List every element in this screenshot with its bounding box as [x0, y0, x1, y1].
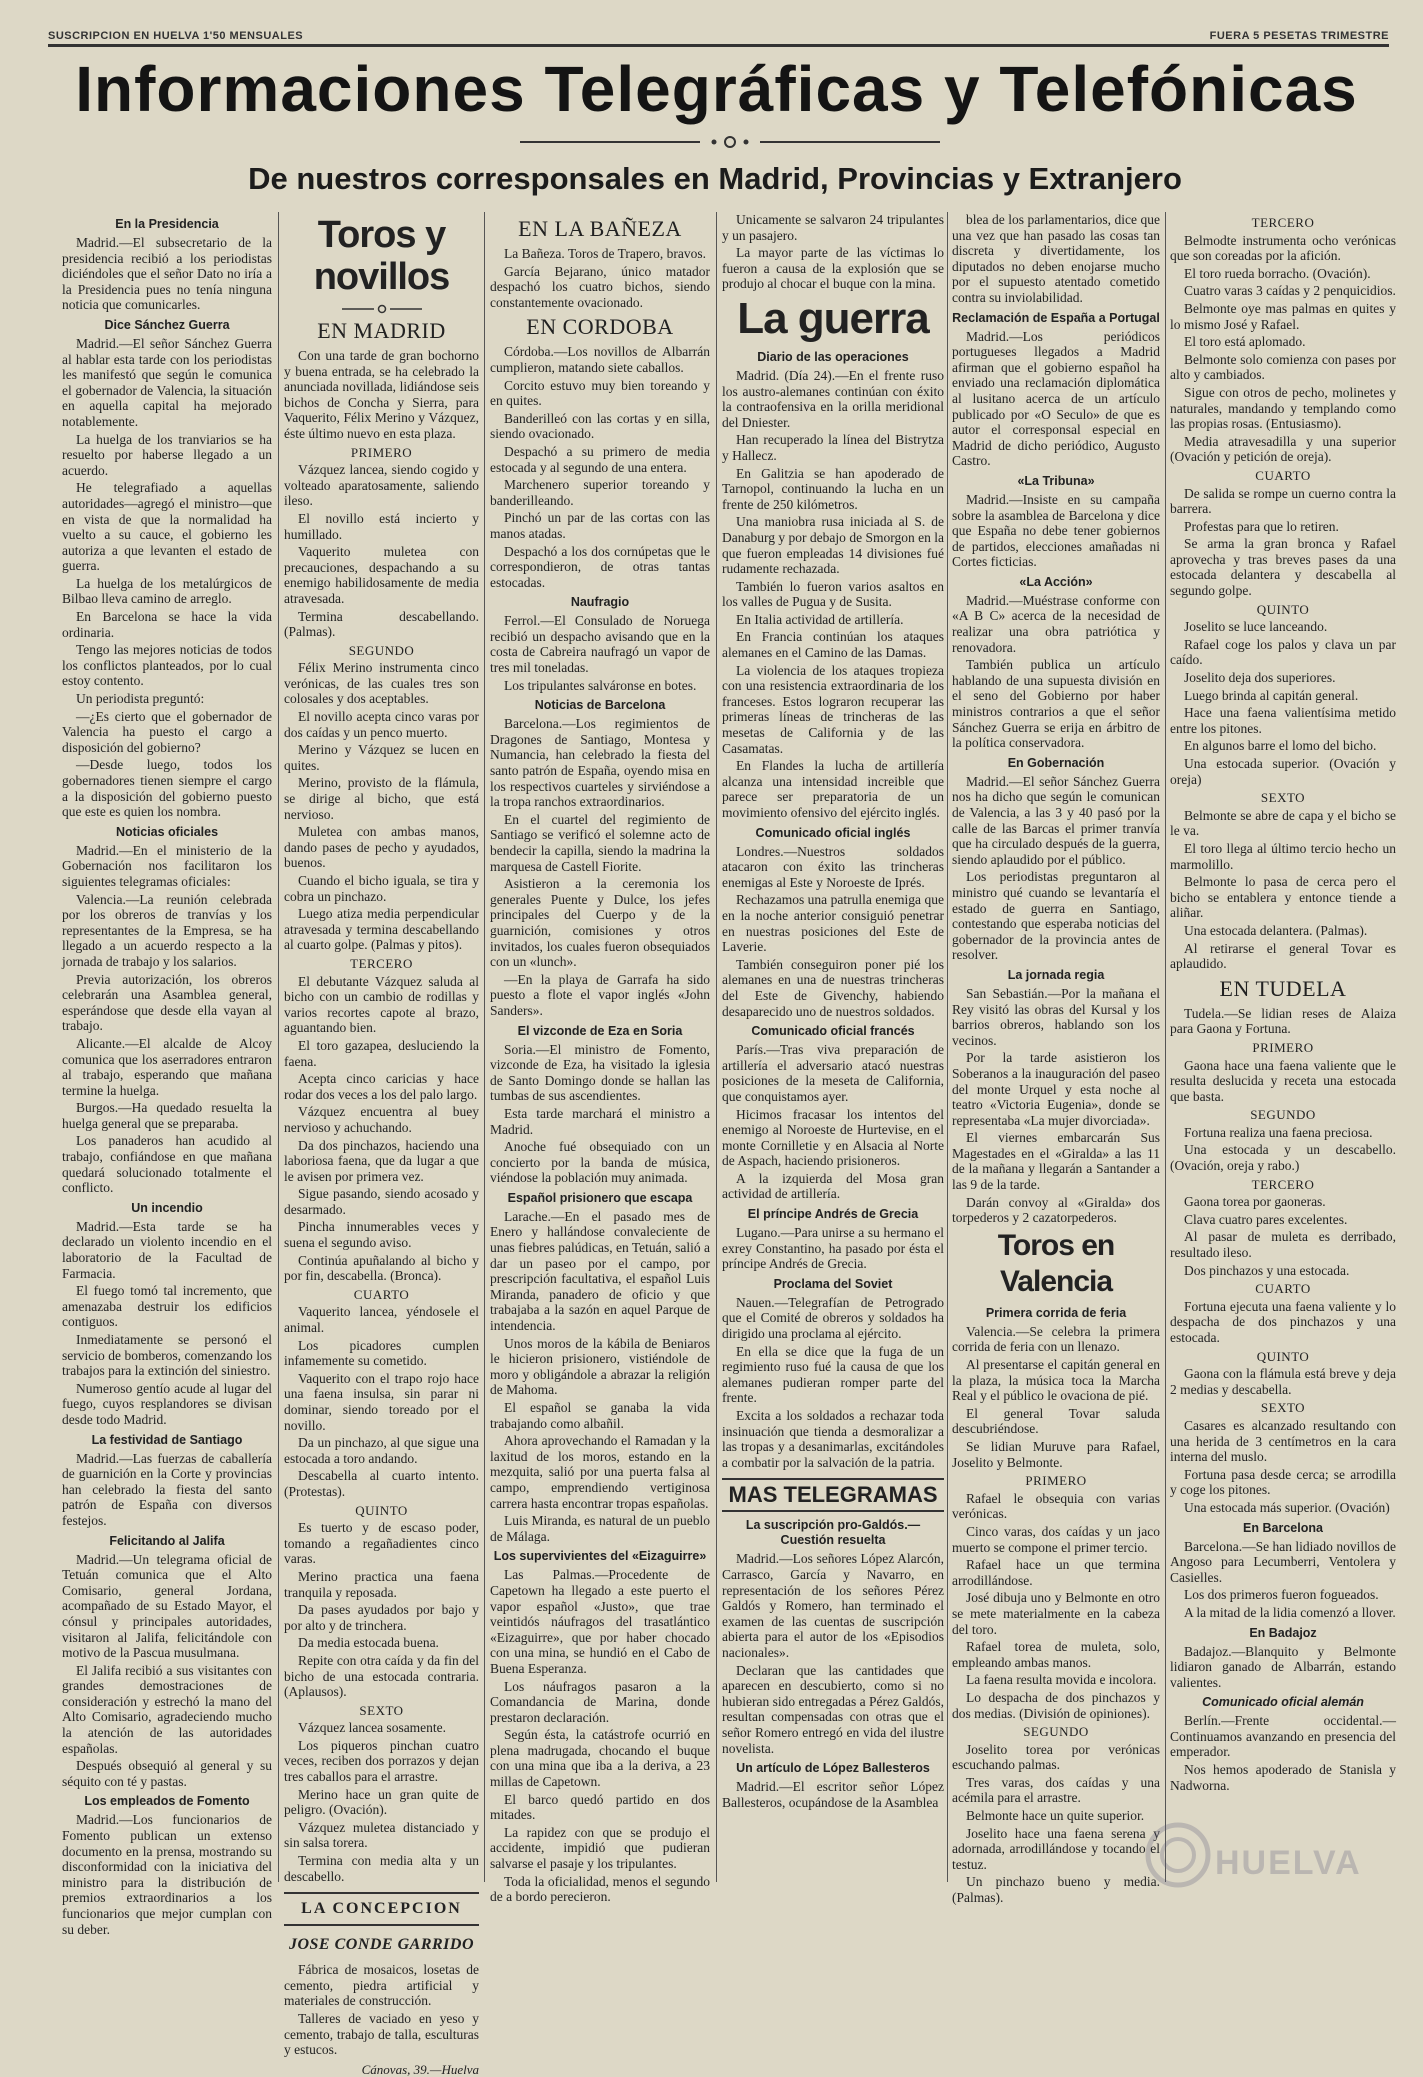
- paragraph: Un pinchazo bueno y media. (Palmas).: [952, 1874, 1160, 1906]
- paragraph: La rapidez con que se produjo el accidente, impidió que pudieran salvarse el pasaje y los tripulantes.: [490, 1824, 710, 1872]
- paragraph: Hace una faena valientísima metido entre los pitones.: [1170, 705, 1396, 736]
- paragraph: En algunos barre el lomo del bicho.: [1184, 738, 1377, 754]
- paragraph: Rafael hace un que termina arrodillándose.: [952, 1557, 1160, 1588]
- paragraph: A la mitad de la lidia comenzó a llover.: [1184, 1604, 1396, 1620]
- paragraph: Termina con media alta y un descabello.: [284, 1853, 479, 1884]
- paragraph: Madrid.—Un telegrama oficial de Tetuán comunica que el Alto Comisario, general Jordana, acompañado de su Estado Mayor, el cónsul y principales autoridades, visitaron al Jalifa, felicitándole con motivo de la Pascua musulmana.: [62, 1551, 272, 1661]
- paragraph: Tengo las mejores noticias de todos los conflictos planteados, por lo cual estoy contento.: [62, 642, 272, 689]
- paragraph: Lugano.—Para unirse a su hermano el exrey Constantino, ha pasado por ésta el príncipe Andrés de Grecia.: [722, 1225, 944, 1272]
- paragraph: José dibuja uno y Belmonte en otro se mete materialmente en la cabeza del toro.: [952, 1590, 1160, 1637]
- paragraph: Belmonte oye mas palmas en quites y lo mismo José y Rafael.: [1170, 300, 1396, 332]
- paragraph: Joselito torea por verónicas escuchando palmas.: [952, 1741, 1160, 1773]
- paragraph: Cuatro varas 3 caídas y 2 penquicidios.: [1184, 283, 1396, 299]
- paragraph: Merino y Vázquez se lucen en quites.: [284, 742, 479, 773]
- paragraph: Fortuna realiza una faena preciosa.: [1184, 1124, 1373, 1140]
- paragraph: Vaquerito muletea con precauciones, despachando a su enemigo habilidosamente de media atravesada.: [284, 544, 479, 606]
- paragraph: Merino hace un gran quite de peligro. (Ovación).: [284, 1786, 479, 1818]
- paragraph: Berlín.—Frente occidental.—Continuamos avanzando en presencia del emperador.: [1170, 1713, 1396, 1760]
- headline: Reclamación de España a Portugal: [952, 310, 1160, 325]
- bull-number: TERCERO: [1251, 1176, 1315, 1192]
- watermark-text: HUELVA: [1215, 1844, 1362, 1882]
- paragraph: Después obsequió al general y su séquito con té y pastas.: [62, 1758, 272, 1789]
- paragraph: El toro gazapea, desluciendo la faena.: [284, 1037, 479, 1069]
- section-headline: Toros y novillos: [313, 214, 450, 298]
- bull-number: QUINTO: [1256, 601, 1310, 617]
- paragraph: Da media estocada buena.: [298, 1635, 439, 1651]
- paragraph: De salida se rompe un cuerno contra la barrera.: [1170, 485, 1396, 517]
- headline: Español prisionero que escapa: [507, 1190, 693, 1205]
- paragraph: Joselito deja dos superiores.: [1184, 670, 1336, 686]
- bull-number: PRIMERO: [1025, 1473, 1087, 1489]
- paragraph: Madrid.—Los periódicos portugueses llegados a Madrid afirman que el gobierno español ha enviado una reclamación diplomática al lusitano acerca de un artículo publicado por «O Seculo» de que es autor el corresponsal especial en Madrid de dicho periódico, Augusto Castro.: [952, 328, 1160, 469]
- paragraph: Tudela.—Se lidian reses de Alaiza para Gaona y Fortuna.: [1170, 1005, 1396, 1037]
- paragraph: Madrid.—Insiste en su campaña sobre la asamblea de Barcelona y dice que España no debe tener gobiernos de partidos, elecciones amañadas ni Cortes ficticias.: [952, 491, 1160, 570]
- column-rule: [716, 212, 717, 1882]
- paragraph: Toda la oficialidad, menos el segundo de a bordo perecieron.: [490, 1873, 710, 1905]
- paragraph: Barcelona.—Los regimientos de Dragones de Santiago, Montesa y Numancia, han celebrado la fiesta del santo patrón de España, oyendo misa en los respectivos cuarteles y sirviéndose a la tropa ranchos extraordinarios.: [490, 716, 710, 810]
- paragraph: Madrid.—Las fuerzas de caballería de guarnición en la Corte y provincias han celebrado la fiesta del santo patrón de España con diversos festejos.: [62, 1450, 272, 1528]
- paragraph: Lo despacha de dos pinchazos y dos medias. (División de opiniones).: [952, 1689, 1160, 1721]
- paragraph: Rafael torea de muleta, solo, empleando ambas manos.: [952, 1639, 1160, 1670]
- paragraph: Descabella al cuarto intento. (Protestas).: [284, 1468, 479, 1499]
- paragraph: Al presentarse el capitán general en la plaza, la música toca la Marcha Real y el público le ovaciona de pié.: [952, 1357, 1160, 1404]
- paragraph: Cuando el bicho iguala, se tira y cobra un pinchazo.: [284, 873, 479, 904]
- paragraph: El toro rueda borracho. (Ovación).: [1184, 265, 1371, 281]
- paragraph: Casares es alcanzado resultando con una herida de 3 centímetros en la cara interna del muslo.: [1170, 1417, 1396, 1465]
- paragraph: Unicamente se salvaron 24 tripulantes y un pasajero.: [722, 212, 944, 243]
- paragraph: Valencia.—La reunión celebrada por los obreros de tranvías y los representantes de la Empresa, se ha llegado a un acuerdo respecto a la jornada de trabajo y los salarios.: [62, 891, 272, 969]
- bull-number: SEXTO: [359, 1702, 404, 1718]
- paragraph: Muletea con ambas manos, dando pases de pecho y ayudados, buenos.: [284, 824, 479, 871]
- paragraph: Clava cuatro pares excelentes.: [1184, 1211, 1348, 1227]
- headline: Comunicado oficial francés: [751, 1024, 915, 1039]
- paragraph: Declaran que las cantidades que aparecen en descubierto, como si no hubieran sido entregadas a Pérez Galdós, resultan compensadas con otras que el señor Romero entregó en vida del ilustre novelista.: [722, 1662, 944, 1756]
- column-1: [62, 212, 272, 1937]
- paragraph: El novillo acepta cinco varas por dos caídas y un penco muerto.: [284, 709, 479, 740]
- paragraph: París.—Tras viva preparación de artillería el adversario atacó nuestras posiciones de la meseta de California, que conquistamos ayer.: [722, 1042, 944, 1104]
- paragraph: En Galitzia se han apoderado de Tarnopol, continuando la lucha en un frente de 250 kilómetros.: [722, 465, 944, 512]
- paragraph: Rafael coge los palos y clava un par caído.: [1170, 636, 1396, 668]
- paragraph: El viernes embarcarán Sus Magestades en el «Giralda» a las 11 de la mañana y llegarán a Santander a las 9 de la tarde.: [952, 1130, 1160, 1193]
- paragraph: Excita a los soldados a rechazar toda insinuación que tienda a desmoralizar a las tropas y a desanimarlas, excitándoles a combatir por la salvación de la patria.: [722, 1408, 944, 1470]
- paragraph: Vázquez lancea sosamente.: [298, 1720, 447, 1736]
- paragraph: Barcelona.—Se han lidiado novillos de Angoso para Lecumberri, Ventolera y Casielles.: [1170, 1538, 1396, 1585]
- ornament-divider-icon: [520, 135, 940, 149]
- headline: En la Presidencia: [115, 217, 219, 231]
- paragraph: —En la playa de Garrafa ha sido puesto a flote el vapor inglés «John Sanders».: [490, 971, 710, 1018]
- advert-name: JOSE CONDE GARRIDO: [288, 1936, 475, 1954]
- paragraph: En el cuartel del regimiento de Santiago se verificó el solemne acto de bendecir la capilla, siendo la madrina la marquesa de Castell Fiorite.: [490, 811, 710, 874]
- headline: Diario de las operaciones: [757, 349, 909, 364]
- paragraph: Nauen.—Telegrafían de Petrogrado que el Comité de obreros y soldados ha dirigido una proclama al ejército.: [722, 1294, 944, 1342]
- top-strip: [48, 28, 1389, 47]
- headline: Naufragio: [570, 595, 630, 610]
- paragraph: En Francia continúan los ataques alemanes en el Camino de las Damas.: [722, 629, 944, 661]
- paragraph: Madrid.—Los funcionarios de Fomento publican un extenso documento en la prensa, mostrando su disconformidad con la iniciativa del ministro para la distribución de premios extraordinarios a los funcionarios que mejor cumplan con su deber.: [62, 1812, 272, 1937]
- paragraph: Gaona torea por gaoneras.: [1184, 1194, 1326, 1210]
- paragraph: Con una tarde de gran bochorno y buena entrada, se ha celebrado la anunciada novillada, lidiándose seis bichos de Concha y Sierra, para Vaquerito, Félix Merino y Vázquez, éste último nuevo en esta plaza.: [284, 348, 479, 441]
- paragraph: Según ésta, la catástrofe ocurrió en plena madrugada, chocando el buque con una mina que iba a la deriva, a 23 millas de Capetown.: [490, 1727, 710, 1790]
- bull-number: CUARTO: [353, 1286, 410, 1302]
- bull-number: QUINTO: [355, 1502, 408, 1518]
- headline: El príncipe Andrés de Grecia: [747, 1207, 919, 1222]
- column-rule: [484, 212, 485, 1882]
- paragraph: Media atravesadilla y una superior (Ovación y petición de oreja).: [1170, 433, 1396, 465]
- paragraph: Fortuna ejecuta una faena valiente y lo despacha de dos pinchazos y una estocada.: [1170, 1298, 1396, 1345]
- paragraph: En ella se dice que la fuga de un regimiento ruso fué la causa de que los alemanes pudieran romper parte del frente.: [722, 1343, 944, 1406]
- paragraph: Hicimos fracasar los intentos del enemigo al Noroeste de Hurtevise, en el monte Cornilletie y en Alsacia al Norte de Aspach, haciendo prisioneros.: [722, 1106, 944, 1169]
- headline: Primera corrida de feria: [985, 1305, 1127, 1320]
- headline: En Badajoz: [1249, 1625, 1317, 1640]
- paragraph: Los dos primeros fueron fogueados.: [1184, 1587, 1379, 1603]
- paragraph: Vázquez lancea, siendo cogido y volteado aparatosamente, saliendo ileso.: [284, 462, 479, 509]
- paragraph: Al retirarse el general Tovar es aplaudido.: [1170, 940, 1396, 972]
- paragraph: Una estocada y un descabello. (Ovación, oreja y rabo.): [1170, 1142, 1396, 1174]
- paragraph: El toro llega al último tercio hecho un marmolillo.: [1170, 840, 1396, 872]
- paragraph: Pinchó un par de las cortas con las manos atadas.: [490, 510, 710, 541]
- paragraph: El general Tovar saluda descubriéndose.: [952, 1405, 1160, 1437]
- column-rule: [278, 212, 279, 1882]
- paragraph: Madrid.—En el ministerio de la Gobernación nos facilitaron los siguientes telegramas oficiales:: [62, 842, 272, 889]
- paragraph: He telegrafiado a aquellas autoridades—agregó el ministro—que en vista de que la normalidad ha vuelto a su cauce, el gobierno les autoriza a que levanten el estado de guerra.: [62, 480, 272, 574]
- paragraph: Profestas para que lo retiren.: [1184, 518, 1339, 534]
- headline: Noticias de Barcelona: [534, 698, 666, 713]
- headline: La festividad de Santiago: [91, 1432, 243, 1447]
- subsection-title: EN MADRID: [317, 318, 446, 343]
- paragraph: Los tripulantes salváronse en botes.: [504, 677, 697, 693]
- paragraph: Larache.—En el pasado mes de Enero y hallándose convaleciente de unas fiebres palúdicas, en Tetuán, salió a dar un paseo por el campo, por prescripción facultativa, el español Luis Miranda, panadero de oficio y que trabajaba a la sazón en aquel Parque de intendencia.: [490, 1208, 710, 1334]
- paragraph: Por la tarde asistieron los Soberanos a la inauguración del paseo del monte Urquel y esta noche al teatro «Victoria Eugenia», donde se representaba «La mujer divorciada».: [952, 1050, 1160, 1128]
- paragraph: Ahora aprovechando el Ramadan y la laxitud de los moros, estando en la mezquita, salió por una puerta falsa al campo, emprendiendo vertiginosa carrera hasta encontrar tropas españolas.: [490, 1433, 710, 1511]
- headline: Comunicado oficial inglés: [755, 825, 911, 840]
- advert-address: Cánovas, 39.—Huelva: [361, 2061, 479, 2077]
- column-2: [284, 212, 479, 2077]
- paragraph: En Italia actividad de artillería.: [736, 611, 904, 627]
- paragraph: Belmonte lo pasa de cerca pero el bicho se entablera y entonce tiende a aliñar.: [1170, 874, 1396, 921]
- paragraph: También conseguiron poner pié los alemanes en una de nuestras trincheras del Este de Givenchy, habiendo desaparecido uno de nuestros soldados.: [722, 956, 944, 1019]
- paragraph: La faena resulta movida e incolora.: [966, 1672, 1157, 1688]
- column-4: [722, 212, 944, 1882]
- paragraph: A la izquierda del Mosa gran actividad de artillería.: [722, 1170, 944, 1202]
- paragraph: Belmonte hace un quite superior.: [966, 1808, 1145, 1824]
- paragraph: Joselito hace una faena serena y adornada, arrodillándose y tocando el testuz.: [952, 1825, 1160, 1872]
- masthead-subtitle: De nuestros corresponsales en Madrid, Provincias y Extranjero: [248, 161, 1182, 196]
- paragraph: La huelga de los tranviarios se ha resuelto por haberse llegado a un acuerdo.: [62, 431, 272, 478]
- headline: Los supervivientes del «Eizaguirre»: [493, 1549, 707, 1564]
- paragraph: Da dos pinchazos, haciendo una laboriosa faena, que da lugar a que le avisen por primera vez.: [284, 1137, 479, 1184]
- paragraph: Corcito estuvo muy bien toreando y en quites.: [490, 377, 710, 409]
- headline: «La Tribuna»: [1017, 473, 1095, 488]
- headline: En Barcelona: [1243, 1520, 1323, 1535]
- paragraph: Esta tarde marchará el ministro a Madrid.: [490, 1105, 710, 1137]
- paragraph: Tres varas, dos caídas y una acémila para el arrastre.: [952, 1774, 1160, 1806]
- paragraph: Al pasar de muleta es derribado, resultado ileso.: [1170, 1229, 1396, 1261]
- paragraph: El español se ganaba la vida trabajando como albañil.: [490, 1400, 710, 1431]
- paragraph: Fábrica de mosaicos, losetas de cemento, piedra artificial y materiales de construcción.: [284, 1962, 479, 2009]
- paragraph: Da un pinchazo, al que sigue una estocada a toro andando.: [284, 1435, 479, 1466]
- paragraph: Una estocada superior. (Ovación y oreja): [1170, 756, 1396, 787]
- headline: La suscripción pro-Galdós.—Cuestión resuelta: [745, 1518, 921, 1548]
- headline: Proclama del Soviet: [773, 1276, 893, 1291]
- bull-number: TERCERO: [350, 955, 413, 971]
- bull-number: TERCERO: [1251, 215, 1315, 230]
- paragraph: Londres.—Nuestros soldados atacaron con éxito las trincheras enemigas al Este y Noroeste de Iprés.: [722, 843, 944, 890]
- paragraph: La Bañeza. Toros de Trapero, bravos.: [504, 246, 707, 261]
- headline: Felicitando al Jalifa: [109, 1533, 225, 1548]
- paragraph: Previa autorización, los obreros celebrarán una Asamblea general, esperándose que desde ella vayan al trabajo.: [62, 971, 272, 1034]
- column-6: [1170, 212, 1396, 1882]
- headline: Un artículo de López Ballesteros: [736, 1761, 930, 1776]
- paragraph: Rafael le obsequia con varias verónicas.: [952, 1490, 1160, 1522]
- paragraph: Madrid.—El subsecretario de la presidencia recibió a los periodistas diciéndoles que el señor Dato no iría a la Presidencia pues no tenía ninguna noticia que comunicarles.: [62, 235, 272, 313]
- paragraph: Gaona hace una faena valiente que le resulta deslucida y receta una estocada que basta.: [1170, 1057, 1396, 1104]
- section-headline: La guerra: [737, 293, 929, 343]
- column-5: [952, 212, 1160, 1906]
- paragraph: Darán convoy al «Giralda» dos torpederos y 2 cazatorpederos.: [952, 1194, 1160, 1226]
- paragraph: Madrid.—El señor Sánchez Guerra al hablar esta tarde con los periodistas les manifestó que según le comunica el gobernador de Valencia, la situación en aquella capital ha mejorado notablemente.: [62, 335, 272, 429]
- paragraph: Rechazamos una patrulla enemiga que en la noche anterior consiguió penetrar en nuestras posiciones del Este de Laverie.: [722, 892, 944, 955]
- seal-icon: [1143, 1820, 1213, 1890]
- paragraph: Valencia.—Se celebra la primera corrida de feria con un llenazo.: [952, 1323, 1160, 1355]
- headline: Noticias oficiales: [115, 824, 219, 839]
- paragraph: Unos moros de la kábila de Beniaros le hicieron prisionero, vistiéndole de moro y obligándole a abrazar la religión de Mahoma.: [490, 1335, 710, 1398]
- paragraph: Los panaderos han acudido al trabajo, confiándose en que mañana quedará solucionado totalmente el conflicto.: [62, 1133, 272, 1196]
- paragraph: El debutante Vázquez saluda al bicho con un cambio de rodillas y varios recortes capote al brazo, aguantando bien.: [284, 973, 479, 1036]
- paragraph: Talleres de vaciado en yeso y cemento, trabajo de talla, esculturas y estucos.: [284, 2011, 479, 2058]
- paragraph: La huelga de los metalúrgicos de Bilbao lleva camino de arreglo.: [62, 575, 272, 607]
- archive-watermark: [1143, 1820, 1373, 1900]
- paragraph: —¿Es cierto que el gobernador de Valencia ha puesto el cargo a disposición del gobierno?: [62, 708, 272, 755]
- paragraph: Los periodistas preguntaron al ministro qué cuando se levantaría el estado de guerra en Santiago, contestando que esperaba noticias del gobernador de la provincia antes de resolver.: [952, 869, 1160, 963]
- subsection-title: EN TUDELA: [1219, 975, 1347, 1001]
- paragraph: Félix Merino instrumenta cinco verónicas, de las cuales tres son colosales y dos aceptables.: [284, 660, 479, 707]
- subsection-title: EN CORDOBA: [526, 314, 674, 340]
- subscription-note: SUSCRIPCION EN HUELVA 1'50 MENSUALES: [48, 30, 304, 42]
- paragraph: En Barcelona se hace la vida ordinaria.: [62, 609, 272, 640]
- paragraph: Soria.—El ministro de Fomento, vizconde de Eza, ha visitado la iglesia de Santo Domingo donde se hallan las tumbas de sus ascendientes.: [490, 1041, 710, 1104]
- paragraph: Madrid.—El escritor señor López Ballesteros, ocupándose de la Asamblea: [722, 1779, 944, 1810]
- bull-number: PRIMERO: [350, 444, 413, 460]
- paragraph: Despachó a los dos cornúpetas que le correspondieron, de otras tantas estocadas.: [490, 543, 710, 590]
- bull-number: SEGUNDO: [348, 642, 415, 658]
- paragraph: Belmonte solo comienza con pases por alto y cambiados.: [1170, 351, 1396, 383]
- paragraph: Una estocada delantera. (Palmas).: [1184, 922, 1368, 938]
- paragraph: Termina descabellando. (Palmas).: [284, 608, 479, 640]
- ornament-icon: [342, 304, 422, 314]
- paragraph: García Bejarano, único matador despachó los cuatro bichos, siendo constantemente ovacionado.: [490, 263, 710, 310]
- paragraph: En Flandes la lucha de artillería alcanza una intensidad increible que parece ser preparatoria de un movimiento ofensivo del ejército inglés.: [722, 758, 944, 820]
- paragraph: Alicante.—El alcalde de Alcoy comunica que los aserradores entraron al trabajo, esperando que mañana termine la huelga.: [62, 1035, 272, 1098]
- masthead-title: Informaciones Telegráficas y Telefónicas: [75, 53, 1358, 125]
- paragraph: Luego brinda al capitán general.: [1184, 687, 1359, 703]
- paragraph: Acepta cinco caricias y hace rodar dos veces a los del palo largo.: [284, 1071, 479, 1102]
- paragraph: Dos pinchazos y una estocada.: [1184, 1262, 1350, 1278]
- paragraph: Asistieron a la ceremonia los generales Puente y Dulce, los jefes principales del Cuerpo y de la guarnición, comisiones y otros invitados, los cuales fueron obsequiados con un «lunch».: [490, 876, 710, 970]
- bull-number: CUARTO: [1255, 467, 1311, 483]
- paragraph: Madrid. (Día 24).—En el frente ruso los austro-alemanes continúan con éxito la contraofensiva en la orilla meridional del Dniester.: [722, 367, 944, 430]
- paragraph: Despachó a su primero de media estocada y al segundo de una entera.: [490, 443, 710, 475]
- paragraph: Madrid.—Los señores López Alarcón, Carrasco, García y Navarro, en representación de los señores Pérez Galdós y Romero, han terminado el examen de las cuentas de suscripción abierta para el autor de los «Episodios nacionales».: [722, 1551, 944, 1660]
- paragraph: Luis Miranda, es natural de un pueblo de Málaga.: [490, 1513, 710, 1544]
- paragraph: Continúa apuñalando al bicho y por fin, descabella. (Bronca).: [284, 1252, 479, 1284]
- paragraph: Cinco varas, dos caídas y un jaco muerto se compone el primer tercio.: [952, 1523, 1160, 1555]
- column-rule: [947, 212, 948, 1882]
- paragraph: Numeroso gentío acude al lugar del fuego, cuyos resplandores se divisan desde todo Madrid.: [62, 1380, 272, 1427]
- paragraph: Pincha innumerables veces y suena el segundo aviso.: [284, 1219, 479, 1251]
- paragraph: Vázquez encuentra al buey nervioso y achuchando.: [284, 1104, 479, 1135]
- headline: El vizconde de Eza en Soria: [517, 1023, 683, 1038]
- paragraph: Nos hemos apoderado de Stanisla y Nadworna.: [1170, 1762, 1396, 1793]
- paragraph: Luego atiza media perpendicular atravesada y termina descabellando al cuarto golpe. (Palmas y pitos).: [284, 906, 479, 953]
- paragraph: Da pases ayudados por bajo y por alto y de trinchera.: [284, 1602, 479, 1633]
- subsection-title: EN LA BAÑEZA: [518, 216, 682, 241]
- paragraph: El toro está aplomado.: [1184, 334, 1306, 350]
- bull-number: CUARTO: [1255, 1281, 1311, 1297]
- section-headline: MAS TELEGRAMAS: [722, 1478, 944, 1512]
- paragraph: Se arma la gran bronca y Rafael aprovecha y tras breves pases da una estocada delantera y descabella al segundo golpe.: [1170, 536, 1396, 599]
- headline: Un incendio: [131, 1200, 203, 1215]
- paragraph: La mayor parte de las víctimas lo fueron a causa de la explosión que se produjo al chocar el buque con la mina.: [722, 245, 944, 292]
- paragraph: Fortuna pasa desde cerca; se arrodilla y coge los pitones.: [1170, 1466, 1396, 1498]
- paragraph: Han recuperado la línea del Bistrytza y Hallecz.: [722, 432, 944, 463]
- paragraph: San Sebastián.—Por la mañana el Rey visitó las obras del Kursal y los barrios obreros, hablando son los vecinos.: [952, 985, 1160, 1048]
- bull-number: SEXTO: [1260, 790, 1306, 806]
- headline: Los empleados de Fomento: [84, 1794, 250, 1809]
- paragraph: Madrid.—Muéstrase conforme con «A B C» acerca de la necesidad de realizar una obra patriótica y renovadora.: [952, 592, 1160, 655]
- paragraph: Madrid.—Esta tarde se ha declarado un violento incendio en el laboratorio de la Facultad de Farmacia.: [62, 1218, 272, 1281]
- paragraph: Es tuerto y de escaso poder, tomando a regañadientes cinco varas.: [284, 1520, 479, 1567]
- paragraph: Vázquez muletea distanciado y sin salsa torera.: [284, 1819, 479, 1851]
- paragraph: Inmediatamente se personó el servicio de bomberos, comenzando los trabajos para la extinción del siniestro.: [62, 1332, 272, 1379]
- paragraph: Badajoz.—Blanquito y Belmonte lidiaron ganado de Albarrán, estando valientes.: [1170, 1643, 1396, 1690]
- section-headline: Toros en Valencia: [997, 1228, 1115, 1298]
- paragraph: Los picadores cumplen infamemente su cometido.: [284, 1337, 479, 1369]
- paragraph: Marchenero superior toreando y banderilleando.: [490, 477, 710, 508]
- paragraph: Vaquerito lancea, yéndosele el animal.: [284, 1304, 479, 1336]
- column-rule: [1165, 212, 1166, 1882]
- paragraph: Anoche fué obsequiado con un concierto por la banda de música, viéndose la población muy animada.: [490, 1139, 710, 1186]
- paragraph: Una estocada más superior. (Ovación): [1184, 1499, 1390, 1515]
- paragraph: Córdoba.—Los novillos de Albarrán cumplieron, matando siete caballos.: [490, 344, 710, 375]
- paragraph: Se lidian Muruve para Rafael, Joselito y Belmonte.: [952, 1439, 1160, 1470]
- paragraph: Los náufragos pasaron a la Comandancia de Marina, donde prestaron declaración.: [490, 1678, 710, 1725]
- paragraph: Una maniobra rusa iniciada al S. de Danaburg y por debajo de Smorgon en la que fueron empleadas 14 divisiones fué rudamente rechazada.: [722, 514, 944, 577]
- bull-number: PRIMERO: [1252, 1039, 1314, 1055]
- paragraph: Joselito se luce lanceando.: [1184, 619, 1328, 635]
- paragraph: Los piqueros pinchan cuatro veces, reciben dos porrazos y dejan tres caballos para el arrastre.: [284, 1737, 479, 1785]
- paragraph: Sigue con otros de pecho, molinetes y naturales, mandando y templando como las propias rosas. (Entusiasmo).: [1170, 384, 1396, 432]
- bull-number: SEGUNDO: [1250, 1107, 1316, 1123]
- column-3: [490, 212, 710, 1905]
- paragraph: La violencia de los ataques tropieza con una resistencia extraordinaria de los franceses. Estos lograron recuperar las primeras líneas de trincheras de las mesetas de California y de las Casamatas.: [722, 662, 944, 756]
- paragraph: El fuego tomó tal incremento, que amenazaba destruir los edificios contiguos.: [62, 1283, 272, 1330]
- advert-title: LA CONCEPCION: [284, 1892, 479, 1926]
- paragraph: Las Palmas.—Procedente de Capetown ha llegado a este puerto el vapor español «Justo», que trae veintidós náufragos del trasatlántico «Eizaguirre», que por haber chocado con una mina, se hundió en el Cabo de Buena Esperanza.: [490, 1567, 710, 1676]
- headline: Dice Sánchez Guerra: [104, 317, 230, 332]
- bull-number: QUINTO: [1256, 1348, 1310, 1364]
- paragraph: blea de los parlamentarios, dice que una vez que han pasado las cosas tan discreta y divertidamente, los diputados no deben enojarse mucho por el supuesto atentado cometido contra su inviolabilidad.: [952, 212, 1160, 305]
- paragraph: El Jalifa recibió a sus visitantes con grandes demostraciones de consideración y estrechó la mano del Alto Comisario, agradeciendo mucho la atención de las autoridades españolas.: [62, 1662, 272, 1756]
- headline: En Gobernación: [1007, 755, 1105, 770]
- headline: Comunicado oficial alemán: [1202, 1695, 1364, 1710]
- paragraph: Belmodte instrumenta ocho verónicas que son coreadas por la afición.: [1170, 232, 1396, 264]
- paragraph: Repite con otra caída y da fin del bicho de una estocada contraria. (Aplausos).: [284, 1652, 479, 1700]
- paragraph: También lo fueron varios asaltos en los valles de Pugua y de Susita.: [722, 578, 944, 610]
- bull-number: SEXTO: [1260, 1400, 1306, 1416]
- bull-number: SEGUNDO: [1023, 1724, 1089, 1740]
- paragraph: Vaquerito con el trapo rojo hace una faena insulsa, sin parar ni dominar, siendo toreado por el novillo.: [284, 1370, 479, 1433]
- headline: La jornada regia: [1007, 967, 1105, 982]
- paragraph: Belmonte se abre de capa y el bicho se le va.: [1170, 807, 1396, 839]
- paragraph: Merino practica una faena tranquila y reposada.: [284, 1568, 479, 1600]
- paragraph: El novillo está incierto y humillado.: [284, 510, 479, 542]
- paragraph: Gaona con la flámula está breve y deja 2 medias y descabella.: [1170, 1366, 1396, 1397]
- paragraph: El barco quedó partido en dos mitades.: [490, 1791, 710, 1823]
- price-note: FUERA 5 PESETAS TRIMESTRE: [1209, 30, 1389, 42]
- paragraph: Madrid.—El señor Sánchez Guerra nos ha dicho que según le comunican de Valencia, a las 3 y 40 pasó por la calle de las Barcas el primer tranvía que ha circulado después de la guerra, siendo aplaudido por el público.: [952, 773, 1160, 867]
- paragraph: También publica un artículo hablando de una supuesta división en el seno del Gobierno por haber ministros contrarios a que el señor Sánchez Guerra se erija en árbitro de la política conservadora.: [952, 657, 1160, 751]
- paragraph: Burgos.—Ha quedado resuelta la huelga general que se preparaba.: [62, 1100, 272, 1131]
- paragraph: —Desde luego, todos los gobernadores tienen siempre el cargo a la disposición del gobierno puesto que este es quien los nombra.: [62, 757, 272, 820]
- paragraph: Un periodista preguntó:: [76, 691, 205, 707]
- paragraph: Sigue pasando, siendo acosado y desarmado.: [284, 1186, 479, 1217]
- paragraph: Banderilleó con las cortas y en silla, siendo ovacionado.: [490, 410, 710, 442]
- headline: «La Acción»: [1019, 574, 1093, 589]
- paragraph: Merino, provisto de la flámula, se dirige al bicho, que está nervioso.: [284, 775, 479, 822]
- paragraph: Ferrol.—El Consulado de Noruega recibió un despacho avisando que en la costa de Cabreira naufragó un vapor de tres mil toneladas.: [490, 613, 710, 676]
